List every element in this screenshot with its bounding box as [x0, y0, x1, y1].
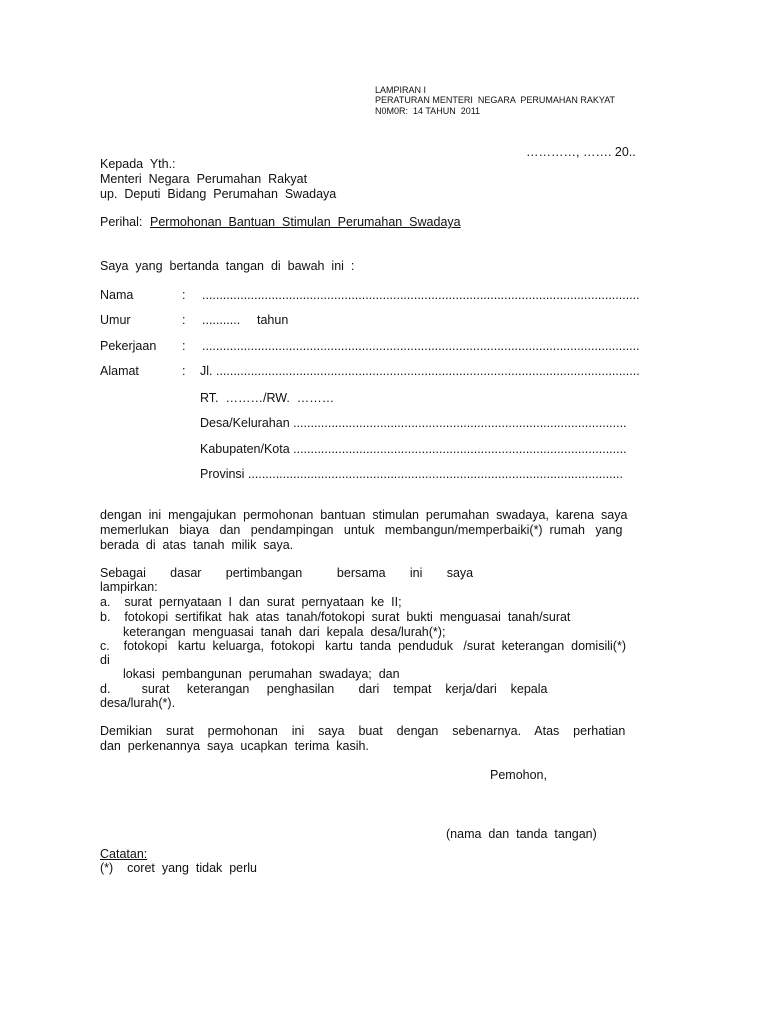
field-dots-pekerjaan: .............................................................................................................................. — [202, 339, 640, 353]
closing-line: dan perkenannya saya ucapkan terima kasih. — [100, 739, 369, 753]
field-dots-nama: .............................................................................................................................. — [202, 288, 640, 302]
recipient-line-3: up. Deputi Bidang Perumahan Swadaya — [100, 187, 337, 201]
recipient-line-2: Menteri Negara Perumahan Rakyat — [100, 172, 308, 186]
subject-value: Permohonan Bantuan Stimulan Perumahan Swadaya — [150, 215, 461, 229]
attachment-item-c-cont: lokasi pembangunan perumahan swadaya; dan — [123, 667, 400, 681]
body-line: memerlukan biaya dan pendampingan untuk membangun/memperbaiki(*) rumah yang — [100, 523, 623, 537]
attachment-item-d: d. surat keterangan penghasilan dari tempat kerja/dari kepala — [100, 682, 548, 696]
field-dots-umur: ........... — [202, 313, 241, 327]
attachment-item-b-cont: keterangan menguasai tanah dari kepala desa/lurah(*); — [123, 625, 446, 639]
recipient-line-1: Kepada Yth.: — [100, 157, 176, 171]
body-line: berada di atas tanah milik saya. — [100, 538, 294, 552]
appendix-line-1: LAMPIRAN I — [375, 85, 427, 95]
address-desa: Desa/Kelurahan ................................................................................................ — [200, 416, 627, 430]
field-colon: : — [182, 364, 186, 378]
field-colon: : — [182, 339, 186, 353]
attachment-item-a: a. surat pernyataan I dan surat pernyataan ke II; — [100, 595, 402, 609]
field-colon: : — [182, 313, 186, 327]
notes-item: (*) coret yang tidak perlu — [100, 861, 258, 875]
appendix-line-3: N0M0R: 14 TAHUN 2011 — [375, 106, 481, 116]
appendix-line-2: PERATURAN MENTERI NEGARA PERUMAHAN RAKYAT — [375, 95, 616, 105]
body-line: dengan ini mengajukan permohonan bantuan stimulan perumahan swadaya, karena saya — [100, 508, 628, 522]
notes-title: Catatan: — [100, 847, 148, 861]
attachment-item-c: c. fotokopi kartu keluarga, fotokopi kartu tanda penduduk /surat keterangan domisili(*) — [100, 639, 626, 653]
field-unit-tahun: tahun — [257, 313, 289, 327]
body-line: lampirkan: — [100, 580, 158, 594]
date-line: …………, ……. 20.. — [526, 145, 636, 159]
attachment-item-d-cont: desa/lurah(*). — [100, 696, 176, 710]
field-label-nama: Nama — [100, 288, 134, 302]
subject-label: Perihal: — [100, 215, 143, 229]
body-line: Sebagai dasar pertimbangan bersama ini saya — [100, 566, 474, 580]
applicant-label: Pemohon, — [490, 768, 547, 782]
address-kabupaten: Kabupaten/Kota ................................................................................................ — [200, 442, 627, 456]
field-label-umur: Umur — [100, 313, 131, 327]
field-label-pekerjaan: Pekerjaan — [100, 339, 157, 353]
intro-text: Saya yang bertanda tangan di bawah ini : — [100, 259, 355, 273]
field-dots-alamat: Jl. .......................................................................................................................... — [200, 364, 640, 378]
signature-name: (nama dan tanda tangan) — [446, 827, 597, 841]
attachment-item-c-cont: di — [100, 653, 110, 667]
attachment-item-b: b. fotokopi sertifikat hak atas tanah/fotokopi surat bukti menguasai tanah/surat — [100, 610, 571, 624]
field-colon: : — [182, 288, 186, 302]
field-label-alamat: Alamat — [100, 364, 139, 378]
closing-line: Demikian surat permohonan ini saya buat dengan sebenarnya. Atas perhatian — [100, 724, 626, 738]
address-rt-rw: RT. ………/RW. ……… — [200, 391, 335, 405]
address-provinsi: Provinsi ............................................................................................................ — [200, 467, 624, 481]
